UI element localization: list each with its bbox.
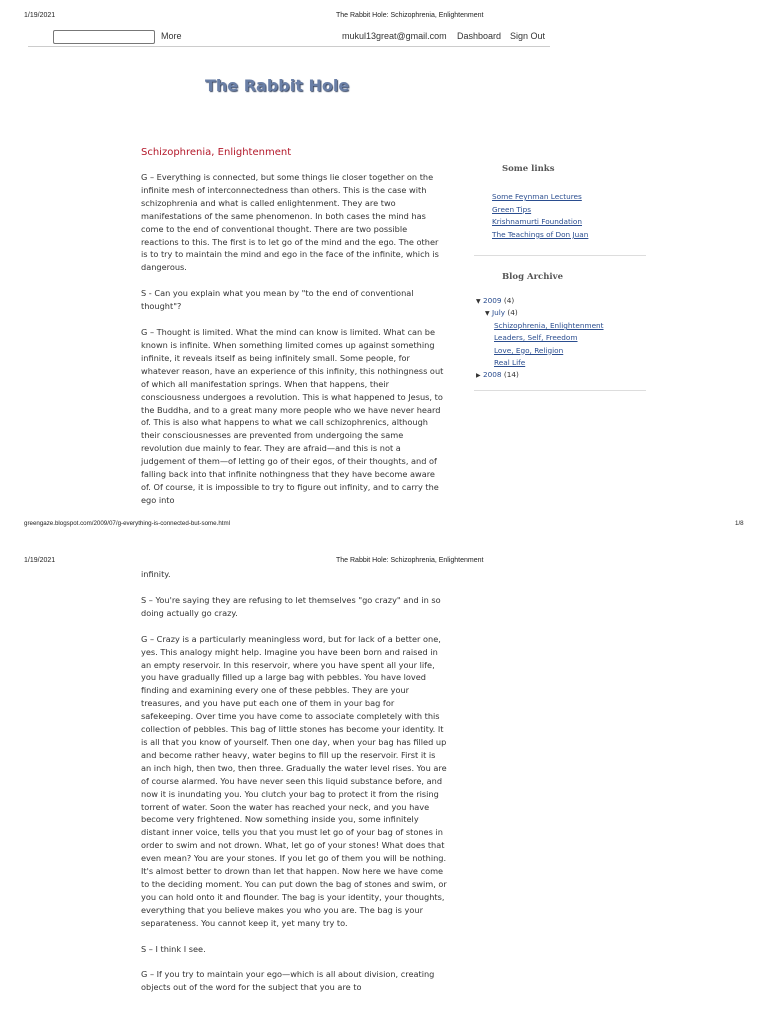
archive-month-july[interactable]: [485, 308, 518, 317]
archive-post-link[interactable]: Love, Ego, Religion: [494, 345, 564, 355]
blog-archive-heading: Blog Archive: [502, 272, 563, 282]
post-paragraph: S – You're saying they are refusing to let themselves "go crazy" and in so doing actually go crazy.: [141, 594, 441, 618]
post-paragraph: G – Thought is limited. What the mind can know is limited. What can be known is infinite. When something limited comes up against something infinite, it reveals itself as being infinitely small. Some people, for whatever reason, have an experience of this infinity, this nothingness out of which all manifestation springs. When that happens, their consciousness undergoes a revolution. This is what happened to Jesus, to the Buddha, and to a great many more people who we have never heard of. This is also what happens to what we call schizophrenics, although their consciousnesses are prevented from undergoing the same revolution due mainly to fear. They are afraid—and this is not a judgement of them—of letting go of their egos, of their thoughts, and of falling back into that infinite nothingness that they have become aware of. Of course, it is impossible to try to figure out infinity, and to carry the ego into: [141, 327, 444, 505]
archive-count: (4): [503, 296, 515, 305]
print-page-title: The Rabbit Hole: Schizophrenia, Enlightenment: [336, 12, 484, 19]
archive-month-label[interactable]: July: [491, 308, 506, 317]
print-page-number: 1/8: [735, 520, 744, 527]
post-body-page2: [141, 568, 447, 994]
sidebar-link[interactable]: Some Feynman Lectures: [492, 192, 582, 201]
post-paragraph: G – If you try to maintain your ego—which is all about division, creating objects out of the word for the subject that you are to: [141, 969, 435, 993]
archive-count: (4): [507, 308, 518, 317]
post-body-page1: [141, 171, 447, 507]
user-email: mukul13great@gmail.com: [342, 31, 447, 41]
archive-post-list: [494, 320, 604, 369]
archive-year-label[interactable]: 2008: [482, 370, 502, 379]
sign-out-link[interactable]: Sign Out: [510, 31, 546, 41]
sidebar-link[interactable]: Krishnamurti Foundation: [492, 217, 583, 227]
archive-year-label[interactable]: 2009: [482, 296, 502, 305]
sidebar-link[interactable]: Green Tips: [492, 204, 532, 214]
post-paragraph: G – Crazy is a particularly meaningless word, but for lack of a better one, yes. This analogy might help. Imagine you have been born and raised in an empty reservoir. In this reservoir, where you have spent all your life, you have gradually filled up a large bag with pebbles. You have loved finding and examining every one of these pebbles. They are your treasures, and you have put each one of them in your bag for safekeeping. Over time you have come to associate completely with this collection of pebbles. This bag of little stones has become your identity. It is all that you know of yourself. Then one day, when your bag has filled up and become rather heavy, water begins to fill up the reservoir. First it is an inch high, then two, then three. Gradually the water level rises. You are of course alarmed. You have never seen this liquid substance before, and now it is inundating you. You clutch your bag to protect it from the rising torrent of water. Soon the water has reached your neck, and you have become very frightened. Now something inside you, some infinitely distant inner voice, tells you that you must let go of your bag of stones in order to swim and not drown. What, let go of your stones! What does that even mean? You are your stones. If you let go of them you will be nothing. It's almost better to drown than let that happen. Now here we have come to the deciding moment. You can put down the bag of stones and swim, or you can hold onto it and flounder. The bag is your identity, your thoughts, everything that you believe makes you who you are. The bag is your separateness. You cannot keep it, yet many try to.: [141, 633, 447, 928]
sidebar-links-list: [492, 191, 588, 241]
archive-count: (14): [503, 370, 519, 379]
archive-post-link[interactable]: Real Life: [494, 357, 526, 367]
blog-title[interactable]: The Rabbit Hole: [205, 76, 350, 95]
search-input[interactable]: [53, 30, 155, 44]
post-paragraph: infinity.: [141, 569, 171, 579]
sidebar-divider: [474, 390, 646, 391]
triangle-right-icon[interactable]: ▶: [476, 372, 481, 379]
archive-post-link[interactable]: Schizophrenia, Enlightenment: [494, 321, 604, 330]
print-date: 1/19/2021: [24, 557, 56, 564]
triangle-down-icon[interactable]: ▼: [485, 310, 490, 317]
post-paragraph: S - Can you explain what you mean by "to the end of conventional thought"?: [141, 288, 414, 312]
archive-post-link[interactable]: Leaders, Self, Freedom: [494, 333, 578, 343]
print-date: 1/19/2021: [24, 12, 56, 19]
post-paragraph: S – I think I see.: [141, 943, 206, 954]
triangle-down-icon[interactable]: ▼: [476, 298, 481, 305]
print-page-title: The Rabbit Hole: Schizophrenia, Enlightenment: [336, 557, 484, 564]
sidebar-divider: [474, 255, 646, 256]
sidebar-link[interactable]: The Teachings of Don Juan: [492, 229, 589, 239]
print-footer-url: greengaze.blogspot.com/2009/07/g-everything-is-connected-but-some.html: [24, 520, 231, 527]
more-link[interactable]: More: [161, 31, 182, 41]
archive-year-2009[interactable]: [476, 296, 514, 305]
post-paragraph: G – Everything is connected, but some things lie closer together on the infinite mesh of interconnectedness than others. This is the case with schizophrenia and what is called enlightenment. They are two manifestations of the same phenomenon. In both cases the mind has come to the end of conventional thought. There are two possible reactions to this. The first is to let go of the mind and the ego. The other is to try to maintain the mind and ego in the face of the infinite, which is dangerous.: [141, 172, 439, 273]
post-title[interactable]: Schizophrenia, Enlightenment: [141, 147, 292, 158]
dashboard-link[interactable]: Dashboard: [457, 31, 502, 41]
archive-year-2008[interactable]: [476, 370, 519, 379]
sidebar-links-heading: Some links: [502, 164, 555, 174]
